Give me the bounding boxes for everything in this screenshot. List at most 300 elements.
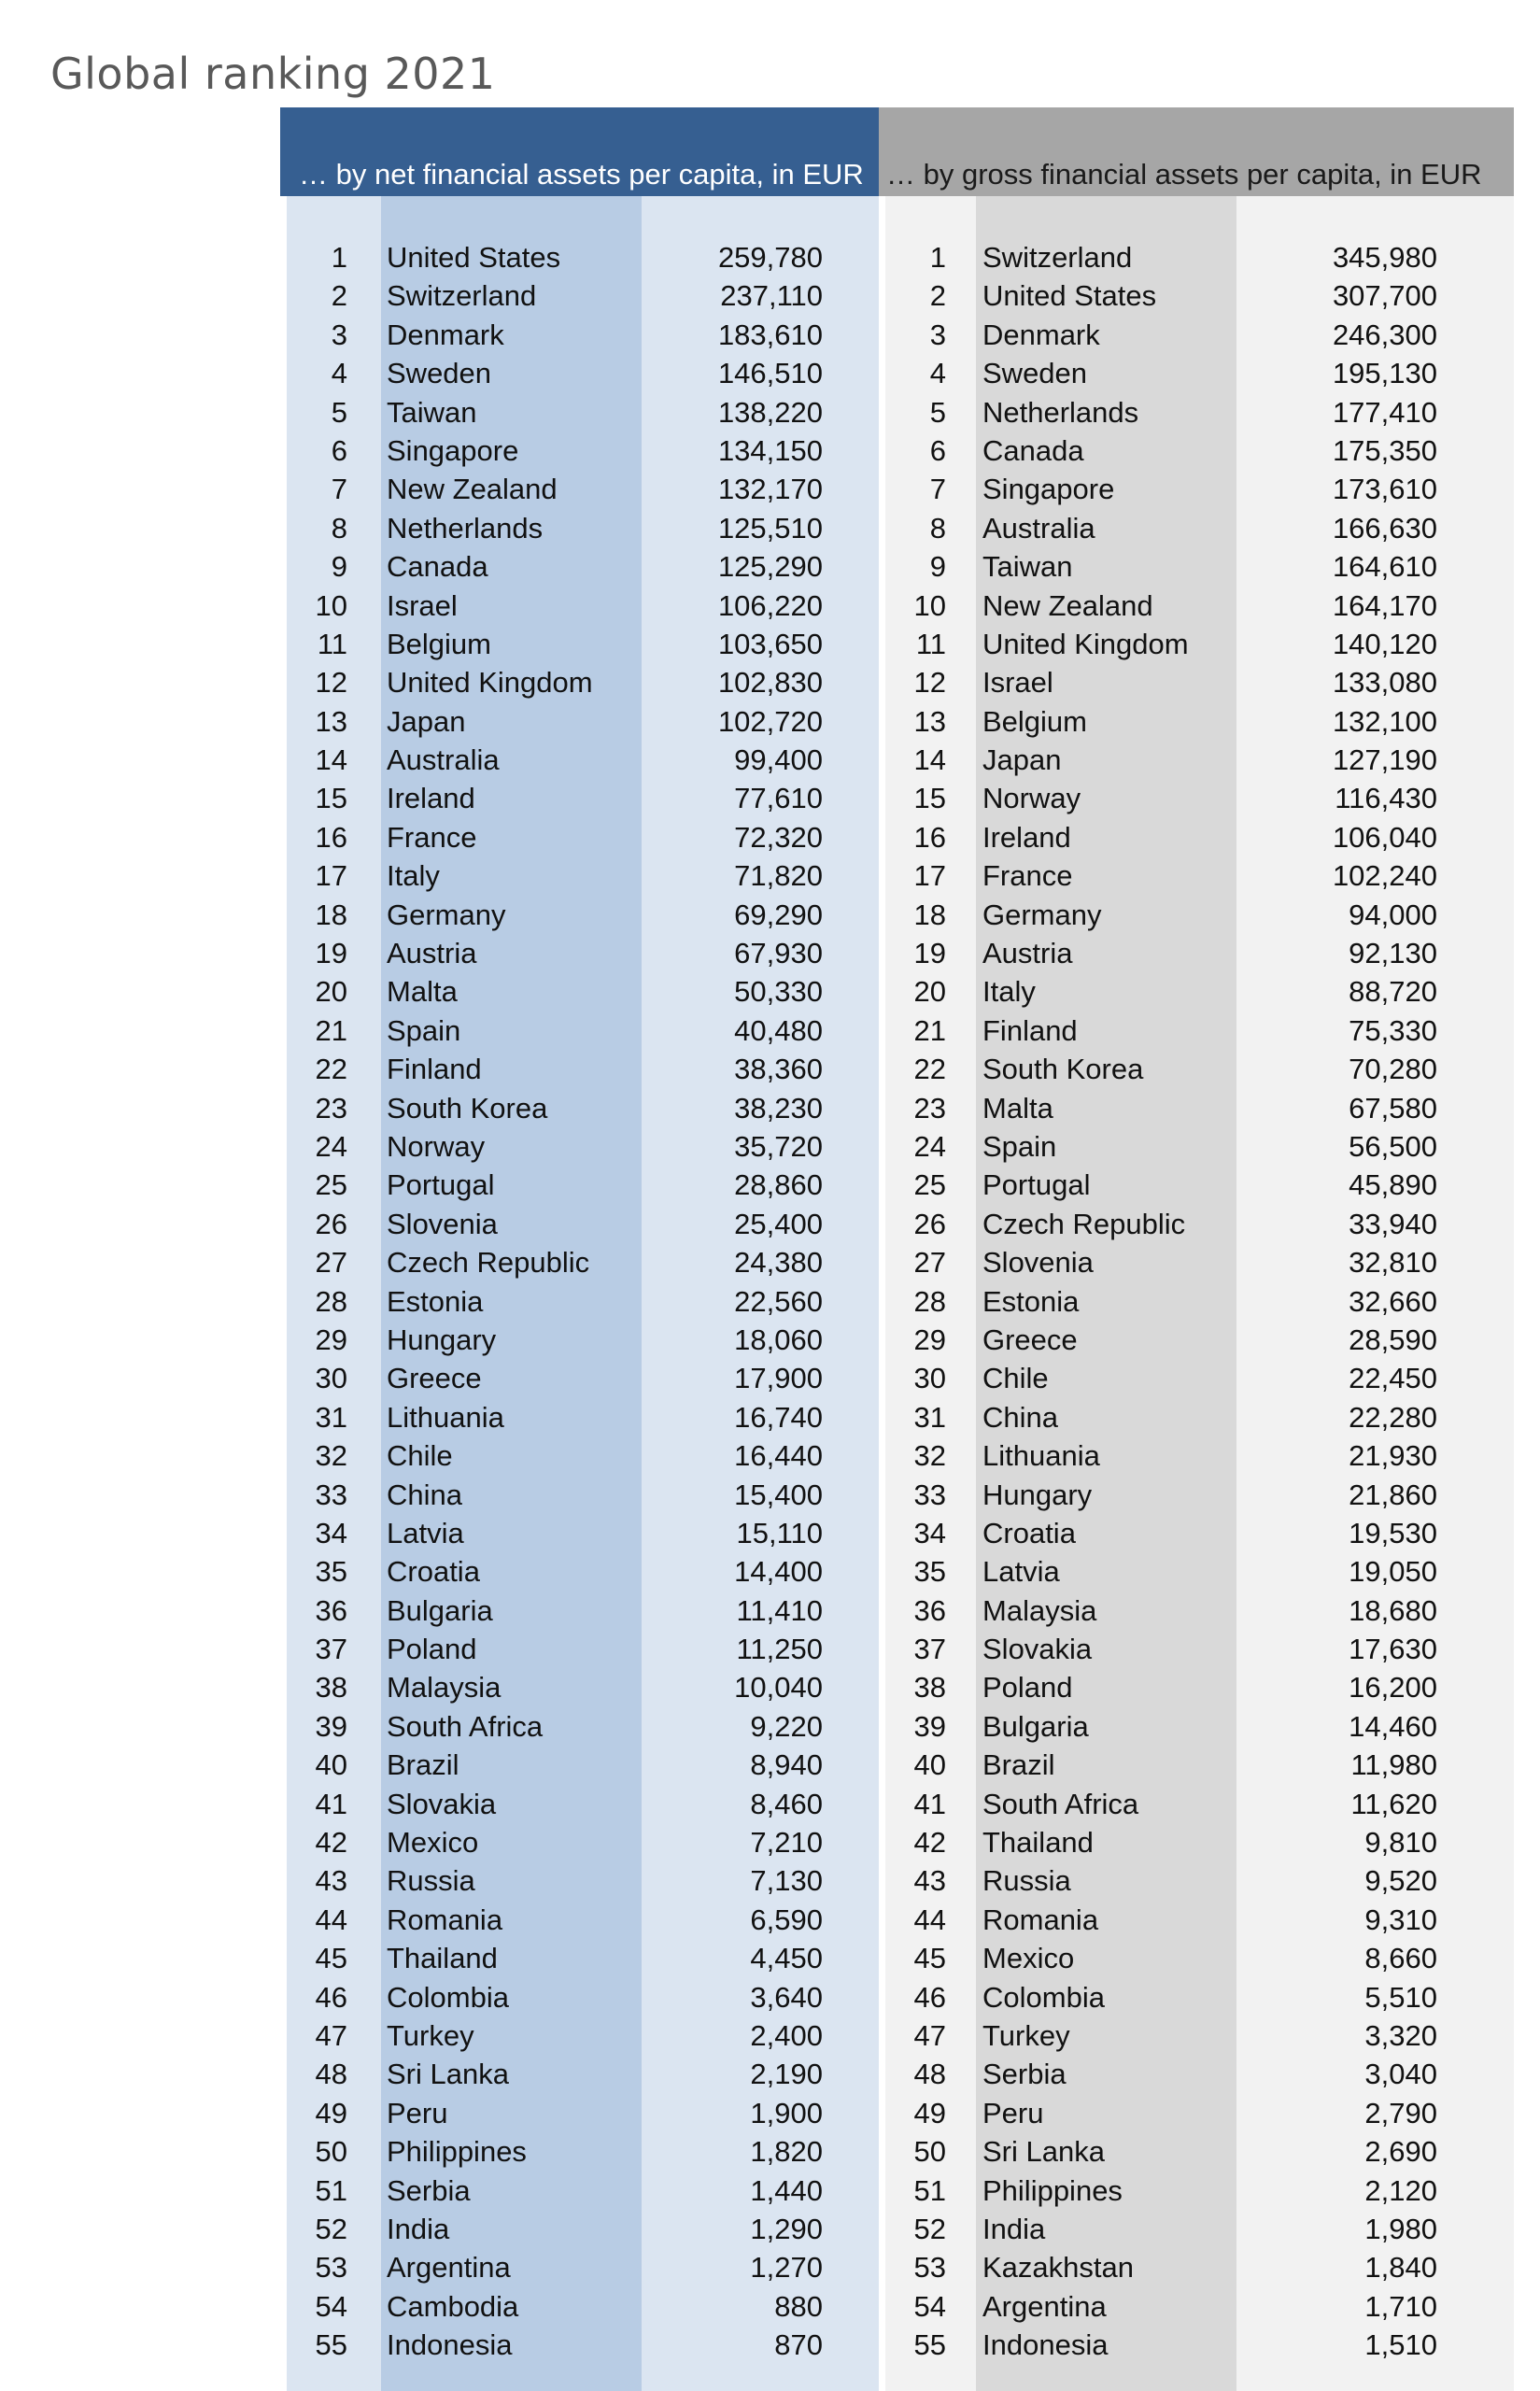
table-row — [885, 1050, 1514, 1088]
value-cell: 9,220 — [750, 1709, 823, 1743]
rank-cell: 14 — [315, 743, 347, 777]
table-row — [885, 1398, 1514, 1436]
table-row — [287, 2055, 879, 2093]
value-cell: 1,980 — [1364, 2212, 1437, 2245]
rank-cell: 35 — [315, 1555, 347, 1589]
table-row — [287, 741, 879, 779]
table-row — [885, 393, 1514, 432]
value-cell: 21,930 — [1349, 1439, 1437, 1473]
rank-cell: 23 — [913, 1091, 946, 1125]
country-cell: Hungary — [387, 1323, 497, 1356]
country-cell: Brazil — [387, 1748, 459, 1782]
country-cell: Peru — [387, 2096, 448, 2129]
table-row — [885, 2016, 1514, 2055]
rank-cell: 3 — [331, 318, 347, 351]
value-cell: 25,400 — [734, 1207, 823, 1240]
table-row — [885, 1785, 1514, 1823]
value-cell: 1,900 — [750, 2096, 823, 2129]
page-title: Global ranking 2021 — [50, 49, 496, 99]
table-row — [287, 1476, 879, 1514]
table-row — [287, 1630, 879, 1668]
country-cell: Lithuania — [982, 1439, 1100, 1473]
value-cell: 140,120 — [1332, 627, 1437, 660]
rank-cell: 36 — [315, 1593, 347, 1627]
table-row — [287, 2287, 879, 2326]
value-cell: 246,300 — [1332, 318, 1437, 351]
table-row — [885, 1630, 1514, 1668]
value-cell: 183,610 — [717, 318, 823, 351]
net-assets-ranking-table — [280, 107, 879, 2391]
rank-cell: 40 — [913, 1748, 946, 1782]
rank-cell: 7 — [331, 473, 347, 506]
country-cell: Bulgaria — [982, 1709, 1089, 1743]
table-row — [287, 1436, 879, 1475]
value-cell: 24,380 — [734, 1246, 823, 1280]
rank-cell: 53 — [315, 2251, 347, 2285]
rank-cell: 6 — [331, 433, 347, 467]
rank-cell: 10 — [913, 588, 946, 622]
table-row — [885, 470, 1514, 508]
value-cell: 3,320 — [1364, 2018, 1437, 2052]
country-cell: Latvia — [982, 1555, 1060, 1589]
country-cell: Slovenia — [982, 1246, 1094, 1280]
country-cell: Russia — [387, 1864, 475, 1898]
table-row — [287, 509, 879, 547]
country-cell: Taiwan — [982, 550, 1073, 584]
country-cell: Belgium — [387, 627, 491, 660]
table-row — [287, 470, 879, 508]
table-row — [885, 1939, 1514, 1977]
table-row — [287, 316, 879, 354]
table-row — [287, 1901, 879, 1939]
rank-cell: 22 — [315, 1053, 347, 1086]
table-row — [287, 1205, 879, 1243]
value-cell: 19,530 — [1349, 1516, 1437, 1549]
rank-cell: 36 — [913, 1593, 946, 1627]
country-cell: Sri Lanka — [387, 2058, 509, 2091]
rank-cell: 8 — [331, 511, 347, 545]
rank-cell: 48 — [315, 2058, 347, 2091]
table-row — [287, 238, 879, 276]
rank-cell: 20 — [913, 975, 946, 1009]
country-cell: Argentina — [982, 2289, 1107, 2323]
value-cell: 4,450 — [750, 1942, 823, 1975]
rank-cell: 21 — [913, 1013, 946, 1047]
value-cell: 173,610 — [1332, 473, 1437, 506]
value-cell: 18,060 — [734, 1323, 823, 1356]
value-cell: 132,170 — [717, 473, 823, 506]
country-cell: Greece — [982, 1323, 1078, 1356]
country-cell: India — [387, 2212, 450, 2245]
country-cell: United States — [387, 241, 561, 274]
rank-cell: 32 — [315, 1439, 347, 1473]
value-cell: 22,450 — [1349, 1362, 1437, 1395]
rank-cell: 27 — [315, 1246, 347, 1280]
country-cell: Switzerland — [982, 241, 1133, 274]
country-cell: South Korea — [387, 1091, 548, 1125]
rank-cell: 30 — [913, 1362, 946, 1395]
table-row — [287, 1592, 879, 1630]
rank-cell: 8 — [929, 511, 946, 545]
rank-cell: 13 — [913, 704, 946, 738]
rank-cell: 42 — [315, 1826, 347, 1860]
table-row — [885, 896, 1514, 934]
gross-assets-table-body — [885, 196, 1514, 2391]
country-cell: Turkey — [982, 2018, 1070, 2052]
value-cell: 15,110 — [736, 1516, 823, 1549]
rank-cell: 2 — [331, 279, 347, 313]
value-cell: 17,630 — [1349, 1633, 1437, 1666]
table-row — [287, 625, 879, 663]
table-row — [287, 663, 879, 701]
table-row — [287, 1398, 879, 1436]
value-cell: 40,480 — [734, 1013, 823, 1047]
table-row — [287, 1050, 879, 1088]
rank-cell: 37 — [913, 1633, 946, 1666]
value-cell: 3,040 — [1364, 2058, 1437, 2091]
rank-cell: 19 — [315, 937, 347, 970]
country-cell: Denmark — [982, 318, 1100, 351]
rank-cell: 30 — [315, 1362, 347, 1395]
value-cell: 28,590 — [1349, 1323, 1437, 1356]
country-cell: Slovenia — [387, 1207, 498, 1240]
value-cell: 92,130 — [1349, 937, 1437, 970]
table-row — [287, 1321, 879, 1359]
table-row — [885, 1243, 1514, 1281]
country-cell: Romania — [982, 1903, 1099, 1936]
value-cell: 2,790 — [1364, 2096, 1437, 2129]
table-row — [885, 2287, 1514, 2326]
rank-cell: 55 — [315, 2328, 347, 2362]
rank-cell: 47 — [315, 2018, 347, 2052]
table-row — [287, 2132, 879, 2171]
country-cell: United Kingdom — [387, 666, 593, 700]
value-cell: 67,930 — [734, 937, 823, 970]
table-row — [287, 2210, 879, 2248]
country-cell: Mexico — [387, 1826, 479, 1860]
table-row — [885, 1359, 1514, 1397]
rank-cell: 19 — [913, 937, 946, 970]
rank-cell: 24 — [315, 1129, 347, 1163]
country-cell: Israel — [982, 666, 1053, 700]
country-cell: Canada — [387, 550, 488, 584]
value-cell: 56,500 — [1349, 1129, 1437, 1163]
value-cell: 77,610 — [734, 782, 823, 815]
rank-cell: 47 — [913, 2018, 946, 2052]
rank-cell: 38 — [913, 1671, 946, 1705]
country-cell: Slovakia — [387, 1787, 497, 1820]
country-cell: Thailand — [387, 1942, 498, 1975]
table-row — [885, 2094, 1514, 2132]
table-row — [885, 1901, 1514, 1939]
country-cell: Canada — [982, 433, 1084, 467]
country-cell: Australia — [387, 743, 500, 777]
table-row — [287, 547, 879, 586]
country-cell: Belgium — [982, 704, 1087, 738]
country-cell: France — [387, 820, 477, 854]
table-row — [287, 896, 879, 934]
country-cell: South Korea — [982, 1053, 1144, 1086]
value-cell: 75,330 — [1349, 1013, 1437, 1047]
value-cell: 127,190 — [1332, 743, 1437, 777]
table-row — [885, 432, 1514, 470]
value-cell: 38,230 — [734, 1091, 823, 1125]
table-row — [287, 1978, 879, 2016]
table-row — [287, 1552, 879, 1591]
value-cell: 1,840 — [1364, 2251, 1437, 2285]
value-cell: 7,210 — [750, 1826, 823, 1860]
rank-cell: 49 — [913, 2096, 946, 2129]
table-row — [885, 972, 1514, 1011]
rank-cell: 21 — [315, 1013, 347, 1047]
rank-cell: 17 — [315, 859, 347, 893]
country-cell: South Africa — [982, 1787, 1139, 1820]
country-cell: Philippines — [982, 2173, 1123, 2207]
rank-cell: 1 — [331, 241, 347, 274]
value-cell: 6,590 — [750, 1903, 823, 1936]
rank-cell: 42 — [913, 1826, 946, 1860]
value-cell: 138,220 — [717, 395, 823, 429]
country-cell: Spain — [387, 1013, 461, 1047]
value-cell: 177,410 — [1332, 395, 1437, 429]
table-row — [885, 856, 1514, 895]
table-row — [885, 1668, 1514, 1706]
country-cell: Serbia — [982, 2058, 1067, 2091]
value-cell: 11,620 — [1350, 1787, 1437, 1820]
table-row — [287, 779, 879, 817]
value-cell: 38,360 — [734, 1053, 823, 1086]
country-cell: France — [982, 859, 1073, 893]
table-row — [885, 587, 1514, 625]
value-cell: 166,630 — [1332, 511, 1437, 545]
country-cell: New Zealand — [387, 473, 558, 506]
rank-cell: 43 — [913, 1864, 946, 1898]
value-cell: 5,510 — [1364, 1980, 1437, 2014]
value-cell: 70,280 — [1349, 1053, 1437, 1086]
value-cell: 45,890 — [1349, 1168, 1437, 1202]
table-row — [885, 1436, 1514, 1475]
country-cell: Turkey — [387, 2018, 474, 2052]
rank-cell: 4 — [331, 357, 347, 390]
country-cell: Netherlands — [982, 395, 1139, 429]
table-row — [885, 1861, 1514, 1900]
country-cell: China — [982, 1400, 1058, 1434]
country-cell: Hungary — [982, 1478, 1093, 1511]
value-cell: 2,400 — [750, 2018, 823, 2052]
value-cell: 32,810 — [1349, 1246, 1437, 1280]
country-cell: Austria — [982, 937, 1073, 970]
value-cell: 16,740 — [734, 1400, 823, 1434]
table-row — [287, 856, 879, 895]
country-cell: Estonia — [387, 1284, 484, 1318]
gross-assets-column-header — [879, 107, 1514, 196]
country-cell: Brazil — [982, 1748, 1055, 1782]
value-cell: 28,860 — [734, 1168, 823, 1202]
value-cell: 134,150 — [717, 433, 823, 467]
table-row — [885, 1592, 1514, 1630]
value-cell: 146,510 — [717, 357, 823, 390]
rank-cell: 5 — [929, 395, 946, 429]
country-cell: Singapore — [387, 433, 519, 467]
value-cell: 133,080 — [1332, 666, 1437, 700]
value-cell: 237,110 — [720, 279, 823, 313]
rank-cell: 41 — [913, 1787, 946, 1820]
country-cell: Thailand — [982, 1826, 1094, 1860]
table-row — [287, 1127, 879, 1166]
country-cell: Estonia — [982, 1284, 1080, 1318]
value-cell: 14,400 — [734, 1555, 823, 1589]
table-row — [885, 276, 1514, 315]
value-cell: 67,580 — [1349, 1091, 1437, 1125]
country-cell: Romania — [387, 1903, 503, 1936]
value-cell: 345,980 — [1332, 241, 1437, 274]
value-cell: 9,310 — [1364, 1903, 1437, 1936]
country-cell: Finland — [982, 1013, 1078, 1047]
table-row — [287, 1282, 879, 1321]
table-row — [885, 547, 1514, 586]
table-row — [287, 2172, 879, 2210]
country-cell: Sweden — [387, 357, 492, 390]
rank-cell: 33 — [913, 1478, 946, 1511]
rank-cell: 51 — [315, 2173, 347, 2207]
rank-cell: 38 — [315, 1671, 347, 1705]
value-cell: 69,290 — [734, 898, 823, 931]
country-cell: Norway — [387, 1129, 486, 1163]
table-row — [885, 741, 1514, 779]
table-row — [287, 972, 879, 1011]
country-cell: Taiwan — [387, 395, 477, 429]
rank-cell: 16 — [913, 820, 946, 854]
value-cell: 1,820 — [750, 2135, 823, 2169]
country-cell: China — [387, 1478, 462, 1511]
value-cell: 125,510 — [717, 511, 823, 545]
table-row — [885, 1012, 1514, 1050]
country-cell: India — [982, 2212, 1046, 2245]
table-row — [287, 393, 879, 432]
table-row — [885, 2172, 1514, 2210]
value-cell: 11,980 — [1350, 1748, 1437, 1782]
rank-cell: 10 — [315, 588, 347, 622]
value-cell: 94,000 — [1349, 898, 1437, 931]
rank-cell: 15 — [913, 782, 946, 815]
table-row — [287, 2326, 879, 2364]
country-cell: Italy — [982, 975, 1036, 1009]
value-cell: 106,220 — [717, 588, 823, 622]
rank-cell: 34 — [913, 1516, 946, 1549]
table-row — [885, 779, 1514, 817]
country-cell: Colombia — [982, 1980, 1105, 2014]
net-assets-column-header — [280, 107, 879, 196]
value-cell: 71,820 — [734, 859, 823, 893]
rank-cell: 48 — [913, 2058, 946, 2091]
table-row — [287, 2248, 879, 2286]
value-cell: 307,700 — [1332, 279, 1437, 313]
value-cell: 16,440 — [734, 1439, 823, 1473]
rank-cell: 49 — [315, 2096, 347, 2129]
country-cell: Malta — [387, 975, 458, 1009]
table-row — [287, 1707, 879, 1746]
table-row — [287, 1359, 879, 1397]
rank-cell: 44 — [913, 1903, 946, 1936]
table-row — [885, 2132, 1514, 2171]
table-row — [885, 1552, 1514, 1591]
table-row — [885, 2055, 1514, 2093]
table-row — [885, 2210, 1514, 2248]
rank-cell: 7 — [929, 473, 946, 506]
country-cell: Indonesia — [982, 2328, 1109, 2362]
table-row — [287, 1012, 879, 1050]
rank-cell: 46 — [913, 1980, 946, 2014]
table-row — [287, 1166, 879, 1204]
rank-cell: 17 — [913, 859, 946, 893]
country-cell: Malta — [982, 1091, 1053, 1125]
table-row — [287, 1939, 879, 1977]
rank-cell: 1 — [929, 241, 946, 274]
country-cell: Slovakia — [982, 1633, 1093, 1666]
country-cell: Sweden — [982, 357, 1088, 390]
country-cell: Latvia — [387, 1516, 464, 1549]
table-row — [287, 1746, 879, 1784]
rank-cell: 29 — [315, 1323, 347, 1356]
country-cell: Portugal — [982, 1168, 1091, 1202]
rank-cell: 16 — [315, 820, 347, 854]
rank-cell: 45 — [315, 1942, 347, 1975]
value-cell: 125,290 — [717, 550, 823, 584]
rank-cell: 40 — [315, 1748, 347, 1782]
value-cell: 8,940 — [750, 1748, 823, 1782]
table-row — [287, 354, 879, 392]
value-cell: 8,460 — [750, 1787, 823, 1820]
value-cell: 102,830 — [717, 666, 823, 700]
rank-cell: 23 — [315, 1091, 347, 1125]
rank-cell: 5 — [331, 395, 347, 429]
table-row — [885, 1166, 1514, 1204]
table-row — [885, 625, 1514, 663]
table-row — [287, 934, 879, 972]
value-cell: 15,400 — [734, 1478, 823, 1511]
rank-cell: 52 — [913, 2212, 946, 2245]
value-cell: 2,690 — [1364, 2135, 1437, 2169]
country-cell: Netherlands — [387, 511, 544, 545]
rank-cell: 9 — [331, 550, 347, 584]
rank-cell: 50 — [315, 2135, 347, 2169]
rank-cell: 32 — [913, 1439, 946, 1473]
rank-cell: 3 — [929, 318, 946, 351]
value-cell: 2,190 — [750, 2058, 823, 2091]
value-cell: 11,410 — [736, 1593, 823, 1627]
rank-cell: 28 — [913, 1284, 946, 1318]
country-cell: Kazakhstan — [982, 2251, 1134, 2285]
rank-cell: 22 — [913, 1053, 946, 1086]
rank-cell: 11 — [317, 627, 347, 660]
rank-cell: 12 — [913, 666, 946, 700]
country-cell: New Zealand — [982, 588, 1153, 622]
rank-cell: 54 — [315, 2289, 347, 2323]
table-row — [885, 702, 1514, 741]
rank-cell: 55 — [913, 2328, 946, 2362]
value-cell: 1,290 — [750, 2212, 823, 2245]
table-row — [885, 1514, 1514, 1552]
rank-cell: 50 — [913, 2135, 946, 2169]
table-row — [287, 1668, 879, 1706]
country-cell: United States — [982, 279, 1157, 313]
country-cell: Bulgaria — [387, 1593, 493, 1627]
rank-cell: 31 — [913, 1400, 946, 1434]
value-cell: 21,860 — [1349, 1478, 1437, 1511]
table-row — [885, 2326, 1514, 2364]
country-cell: Japan — [387, 704, 466, 738]
country-cell: Mexico — [982, 1942, 1075, 1975]
